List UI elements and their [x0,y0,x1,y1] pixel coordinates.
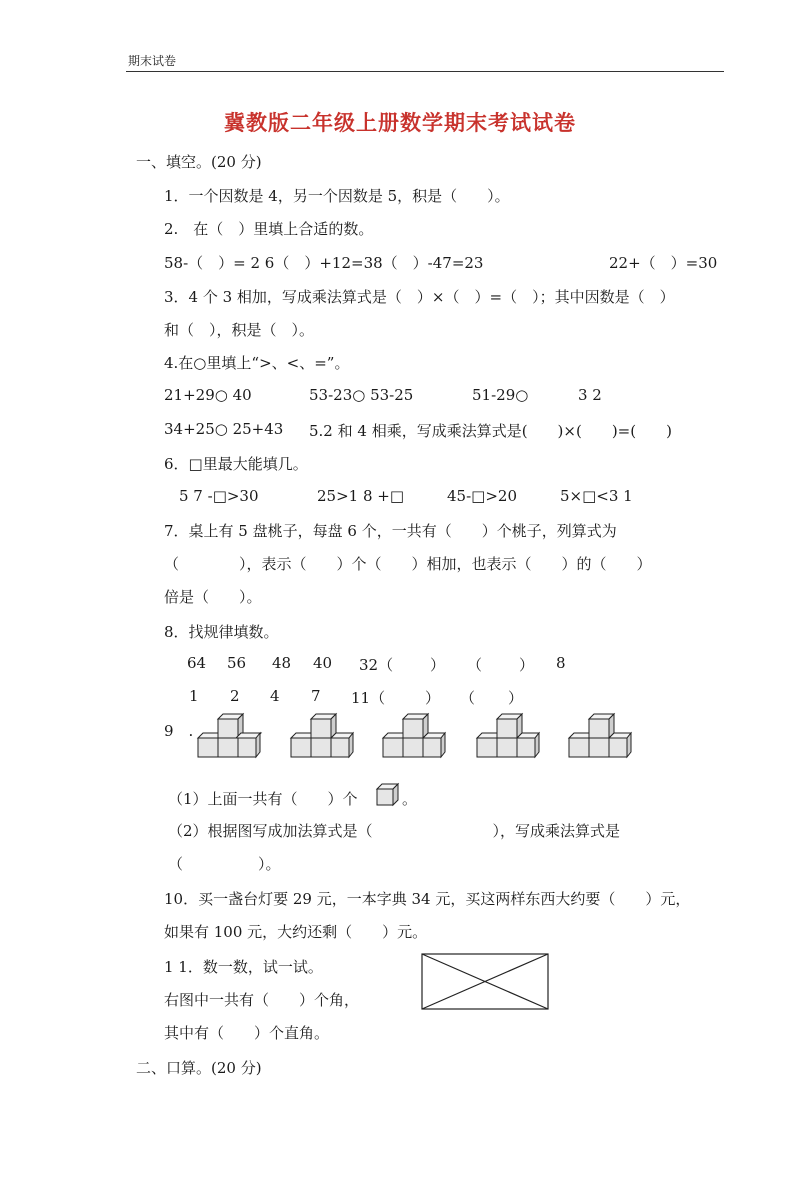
question-10-line-2: 如果有 100 元，大约还剩（ ）元。 [164,923,428,941]
sequence-term: ） [425,689,441,707]
question-9-part-1: （1）上面一共有（ ）个 [168,790,358,808]
question-2-item-a: 58-（ ）= 2 6（ ）+12=38（ ）-47=23 [164,254,484,272]
sequence-term: ） [508,689,524,707]
question-6: 6．□里最大能填几。 [164,455,308,473]
question-9-part-2-line-2: （ ）。 [168,855,281,873]
question-4-row2-a: 34+25○ 25+43 [164,420,284,438]
cube-figure-3 [382,713,446,761]
angle-figure [420,952,552,1012]
question-7-line-2: （ ），表示（ ）个（ ）相加，也表示（ ）的（ ） [164,555,652,573]
sequence-term: 2 [230,687,240,705]
question-11-line-1: 1 1．数一数，试一试。 [164,958,323,976]
sequence-term: 40 [313,654,333,672]
cube-figure-4 [476,713,540,761]
question-1: 1．一个因数是 4，另一个因数是 5，积是（ ）。 [164,187,510,205]
header-rule [126,71,724,72]
page-title: 冀教版二年级上册数学期末考试试卷 [224,110,576,135]
question-6-item-a: 5 7 -□>30 [179,487,259,505]
question-9-part-1-end: 。 [402,790,418,808]
question-11-line-2: 右图中一共有（ ）个角， [164,991,360,1009]
sequence-term: 8 [556,654,566,672]
question-11-line-3: 其中有（ ）个直角。 [164,1024,330,1042]
question-6-item-b: 25>1 8 +□ [317,487,405,505]
sequence-term: 56 [227,654,247,672]
header-label: 期末试卷 [128,54,177,68]
question-3-line-2: 和（ ），积是（ ）。 [164,321,315,339]
question-4-row1-c: 51-29○ [472,386,529,404]
sequence-term: 64 [187,654,207,672]
question-2-item-b: 22+（ ）=30 [609,254,718,272]
question-3-line-1: 3．4 个 3 相加，写成乘法算式是（ ）×（ ）=（ ）；其中因数是（ ） [164,288,675,306]
cube-figure-5 [568,713,632,761]
question-4-row1-d: 3 2 [578,386,602,404]
question-4-row1-a: 21+29○ 40 [164,386,252,404]
sequence-term: 4 [270,687,280,705]
sequence-term: 32（ [359,656,394,674]
question-10-line-1: 10．买一盏台灯要 29 元，一本字典 34 元，买这两样东西大约要（ ）元， [164,890,691,908]
question-7-line-1: 7．桌上有 5 盘桃子，每盘 6 个，一共有（ ）个桃子，列算式为 [164,522,617,540]
question-9-part-2-line-1: （2）根据图写成加法算式是（ ），写成乘法算式是 [168,822,621,840]
cube-figure-1 [197,713,261,761]
section2-heading: 二、口算。(20 分) [136,1059,262,1077]
question-4: 4.在○里填上“>、<、=”。 [164,354,350,372]
question-6-item-d: 5×□<3 1 [560,487,633,505]
question-4-row1-b: 53-23○ 53-25 [309,386,414,404]
sequence-term: 11（ [351,689,386,707]
question-5: 5.2 和 4 相乘，写成乘法算式是( )×( )=( ) [309,422,672,440]
question-7-line-3: 倍是（ ）。 [164,588,262,606]
sequence-term: 7 [311,687,321,705]
sequence-term: （ [460,689,476,707]
section1-heading: 一、填空。(20 分) [136,153,262,171]
question-9-label: 9 . [164,722,194,740]
question-8: 8．找规律填数。 [164,623,279,641]
sequence-term: 1 [189,687,199,705]
small-cube-icon [375,782,401,808]
sequence-term: 48 [272,654,292,672]
cube-figure-2 [290,713,354,761]
sequence-term: ） [519,656,535,674]
sequence-term: ） [430,656,446,674]
question-2: 2. 在（ ）里填上合适的数。 [164,220,374,238]
sequence-term: （ [467,656,483,674]
question-6-item-c: 45-□>20 [447,487,517,505]
